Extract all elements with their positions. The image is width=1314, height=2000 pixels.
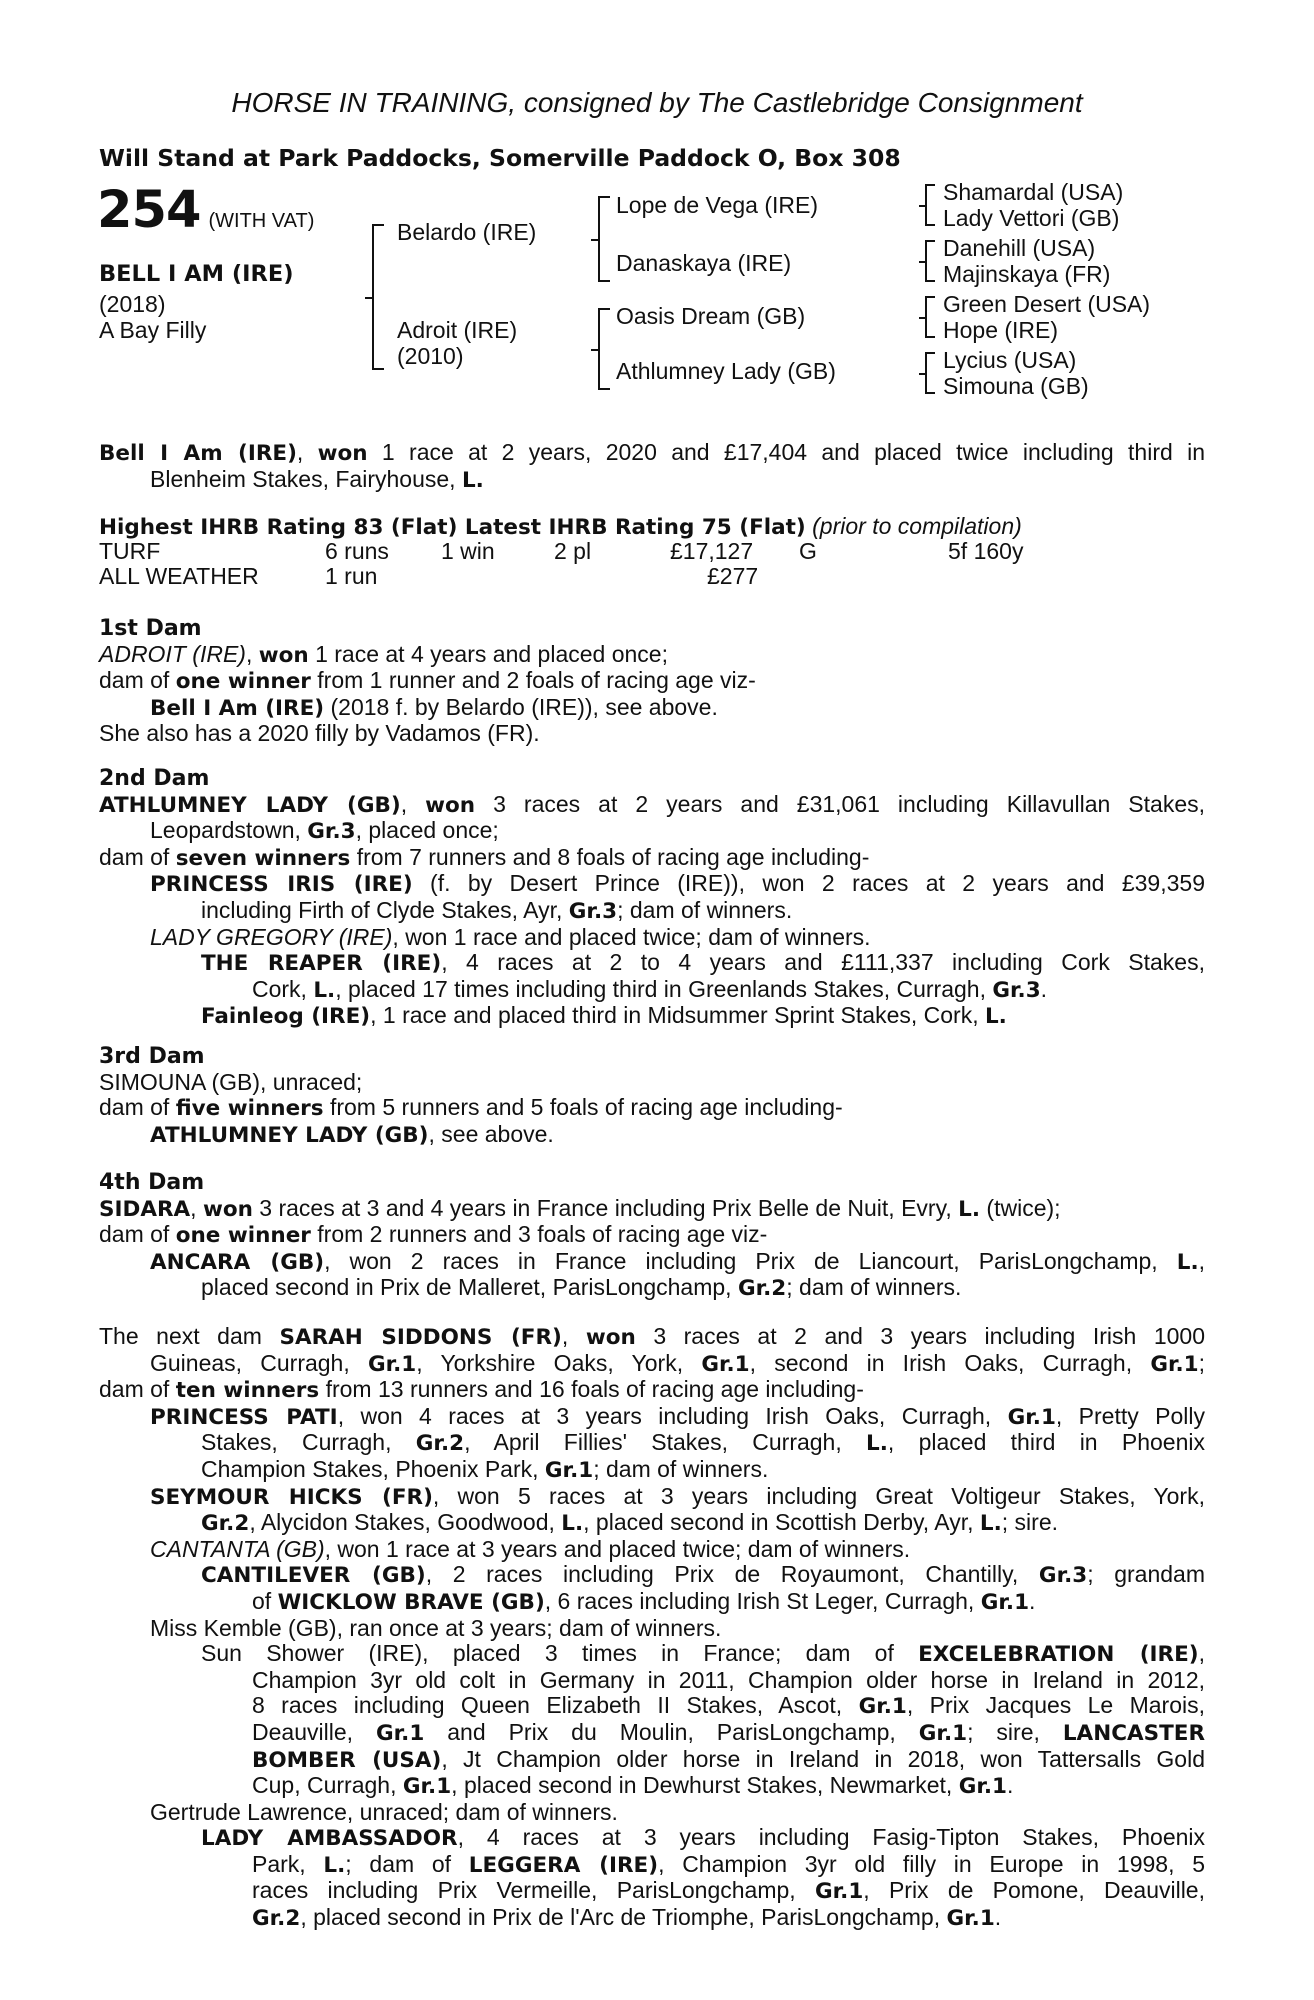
text: from 5 runners and 5 foals of racing age including- bbox=[323, 1094, 843, 1121]
text: L. bbox=[561, 1511, 584, 1537]
text: (f. by Desert Prince (IRE)), won 2 races at 2 years and £39,359 bbox=[412, 870, 1205, 897]
text: ATHLUMNEY LADY (GB) bbox=[99, 792, 401, 818]
text: CANTILEVER (GB) bbox=[201, 1563, 426, 1589]
text: TURF bbox=[99, 538, 161, 564]
text: Gr.3 bbox=[568, 898, 618, 924]
text: 3 races at 2 and 3 years including Irish 1000 bbox=[635, 1323, 1205, 1349]
text: ; dam of bbox=[345, 1850, 469, 1877]
lot-info bbox=[97, 181, 315, 240]
ratings-heading bbox=[99, 514, 1205, 541]
text: , bbox=[190, 1194, 203, 1221]
text: ATHLUMNEY LADY (GB) bbox=[150, 1122, 429, 1148]
text: LEGGERA (IRE) bbox=[468, 1852, 659, 1878]
text: £277 bbox=[707, 563, 759, 589]
text: Champion Stakes, Phoenix Park, bbox=[201, 1455, 545, 1482]
text: Gr.2 bbox=[737, 1276, 787, 1302]
text: , 4 races at 3 years including Fasig-Tipton Stakes, Phoenix bbox=[457, 1824, 1206, 1851]
text: L. bbox=[323, 1852, 346, 1878]
pedigree-brace-g3-4 bbox=[925, 352, 935, 394]
text: , won 1 race and placed twice; dam of winners. bbox=[392, 923, 871, 950]
text: BOMBER (USA) bbox=[252, 1747, 442, 1773]
text: Gr.1 bbox=[544, 1457, 594, 1483]
text: LADY GREGORY (IRE) bbox=[150, 923, 393, 950]
text: Sun Shower (IRE), placed 3 times in France; dam of bbox=[201, 1640, 919, 1667]
text: G bbox=[799, 538, 817, 564]
text: , Pretty Polly bbox=[1055, 1402, 1205, 1429]
text: Gr.1 bbox=[958, 1774, 1007, 1800]
pedigree-dam-year: (2010) bbox=[397, 343, 464, 369]
text: , placed second in Scottish Derby, Ayr, bbox=[583, 1509, 980, 1536]
text: 5f 160y bbox=[948, 538, 1024, 564]
pedigree-g3-lady-vettori: Lady Vettori (GB) bbox=[943, 205, 1120, 231]
text: ; dam of winners. bbox=[786, 1274, 962, 1301]
text: Gr.1 bbox=[980, 1589, 1030, 1615]
text: 2 pl bbox=[554, 538, 592, 564]
text: LADY AMBASSADOR bbox=[201, 1826, 458, 1852]
text: dam of bbox=[99, 1094, 176, 1121]
section-heading: 1st Dam bbox=[99, 616, 202, 641]
text: (twice); bbox=[980, 1194, 1061, 1221]
text: . bbox=[1007, 1772, 1014, 1799]
pedigree-brace-sire bbox=[598, 196, 610, 282]
text: Gr.2 bbox=[201, 1511, 250, 1537]
pedigree-g3-hope: Hope (IRE) bbox=[943, 317, 1059, 343]
text: Guineas, Curragh, bbox=[150, 1349, 368, 1376]
text: , placed once; bbox=[355, 817, 499, 844]
pedigree-g3-danehill: Danehill (USA) bbox=[943, 235, 1096, 261]
text: ; sire, bbox=[967, 1718, 1063, 1745]
text: £17,127 bbox=[670, 538, 754, 564]
text: . bbox=[994, 1904, 1002, 1931]
text: Gr.2 bbox=[252, 1906, 301, 1932]
text: Gr.3 bbox=[1038, 1563, 1088, 1589]
text: Bell I Am (IRE) bbox=[150, 695, 325, 721]
text: Gr.1 bbox=[814, 1879, 864, 1905]
text: Gertrude Lawrence, unraced; dam of winners. bbox=[150, 1798, 618, 1825]
horse-name-ref: Bell I Am (IRE) bbox=[99, 441, 297, 466]
text: EXCELEBRATION (IRE) bbox=[918, 1642, 1199, 1668]
pedigree-dam: Adroit (IRE) bbox=[397, 317, 518, 343]
fourth-dam-section bbox=[99, 1170, 1205, 1302]
text: Gr.3 bbox=[307, 819, 356, 845]
text: from 13 runners and 16 foals of racing age including- bbox=[319, 1376, 864, 1403]
text: Gr.1 bbox=[701, 1351, 750, 1377]
pedigree-sire-dam: Danaskaya (IRE) bbox=[616, 250, 792, 276]
text: , won 5 races at 3 years including Great Voltigeur Stakes, York, bbox=[432, 1482, 1205, 1509]
text: ANCARA (GB) bbox=[150, 1249, 325, 1275]
text: , bbox=[1198, 1640, 1205, 1667]
text: , Prix de Pomone, Deauville, bbox=[863, 1877, 1205, 1904]
text: ; grandam bbox=[1087, 1561, 1206, 1588]
text: from 2 runners and 3 foals of racing age viz- bbox=[310, 1221, 768, 1248]
text: , 6 races including Irish St Leger, Curragh, bbox=[544, 1587, 981, 1614]
text: , won 4 races at 3 years including Irish Oaks, Curragh, bbox=[337, 1402, 1008, 1429]
text: SIMOUNA (GB), unraced; bbox=[99, 1068, 363, 1095]
text: PRINCESS PATI bbox=[150, 1404, 338, 1430]
first-dam-section bbox=[99, 616, 1205, 747]
text: ALL WEATHER bbox=[99, 563, 259, 589]
pedigree-g3-lycius: Lycius (USA) bbox=[943, 347, 1077, 373]
text: 1 race at 4 years and placed once; bbox=[308, 640, 668, 667]
text: , 4 races at 2 to 4 years and £111,337 including Cork Stakes, bbox=[441, 949, 1205, 976]
text: , bbox=[245, 640, 259, 667]
text: L. bbox=[984, 1004, 1007, 1030]
pedigree-g3-simouna: Simouna (GB) bbox=[943, 373, 1089, 399]
text: won bbox=[425, 792, 476, 818]
text: 1 run bbox=[325, 563, 378, 589]
text: dam of bbox=[99, 843, 176, 870]
text: ; dam of winners. bbox=[617, 896, 793, 923]
horse-summary bbox=[99, 440, 1205, 493]
text: (2018 f. by Belardo (IRE)), see above. bbox=[324, 693, 718, 720]
section-heading: 3rd Dam bbox=[99, 1044, 205, 1069]
next-dam-section bbox=[99, 1324, 1205, 1932]
text: CANTANTA (GB) bbox=[150, 1535, 325, 1562]
text: Deauville, bbox=[252, 1718, 376, 1745]
text: races including Prix Vermeille, ParisLongchamp, bbox=[252, 1877, 815, 1904]
text: L. bbox=[1176, 1249, 1199, 1275]
text: , bbox=[400, 790, 426, 817]
pedigree-dam-dam: Athlumney Lady (GB) bbox=[616, 358, 836, 384]
text: seven winners bbox=[175, 845, 351, 871]
text: dam of bbox=[99, 1376, 176, 1403]
pedigree-brace-g3-3 bbox=[925, 296, 935, 338]
pedigree-g3-shamardal: Shamardal (USA) bbox=[943, 179, 1124, 205]
text: ; dam of winners. bbox=[593, 1455, 769, 1482]
text: She also has a 2020 filly by Vadamos (FR). bbox=[99, 720, 540, 747]
text: Gr.1 bbox=[1007, 1404, 1056, 1430]
text: , bbox=[1198, 1247, 1206, 1274]
text: , Jt Champion older horse in Ireland in 2018, won Tattersalls Gold bbox=[441, 1745, 1205, 1772]
text: L. bbox=[313, 977, 336, 1003]
text: Leopardstown, bbox=[150, 817, 308, 844]
text: , 1 race and placed third in Midsummer Sprint Stakes, Cork, bbox=[370, 1002, 985, 1029]
text: won bbox=[585, 1325, 636, 1350]
text: , placed 17 times including third in Greenlands Stakes, Curragh, bbox=[335, 975, 993, 1002]
horse-description: A Bay Filly bbox=[99, 317, 207, 343]
text: 1 race at 2 years, 2020 and £17,404 and placed twice including third in bbox=[367, 439, 1205, 465]
text: LANCASTER bbox=[1062, 1720, 1206, 1746]
text: , Champion 3yr old filly in Europe in 1998, 5 bbox=[658, 1850, 1206, 1877]
text: SIDARA bbox=[99, 1196, 191, 1222]
text: 3 races at 2 years and £31,061 including Killavullan Stakes, bbox=[475, 790, 1205, 817]
second-dam-section bbox=[99, 766, 1205, 1030]
text: Cork, bbox=[252, 975, 314, 1002]
text: won bbox=[317, 441, 368, 466]
text: ; sire. bbox=[1001, 1509, 1059, 1536]
text: L. bbox=[958, 1196, 981, 1222]
pedigree-brace-g3-2 bbox=[925, 240, 935, 282]
pedigree-brace-main bbox=[372, 224, 384, 370]
horse-name: BELL I AM (IRE) bbox=[99, 261, 294, 287]
text: THE REAPER (IRE) bbox=[201, 951, 442, 977]
text: , April Fillies' Stakes, Curragh, bbox=[464, 1429, 867, 1456]
vat-label: (WITH VAT) bbox=[208, 210, 315, 232]
pedigree-brace-g3-1 bbox=[925, 184, 935, 226]
text: (prior to compilation) bbox=[805, 513, 1022, 539]
text: , placed second in Prix de l'Arc de Triomphe, ParisLongchamp, bbox=[300, 1904, 947, 1931]
text: . bbox=[1040, 975, 1048, 1002]
pedigree-g3-green-desert: Green Desert (USA) bbox=[943, 291, 1151, 317]
text: , Alycidon Stakes, Goodwood, bbox=[249, 1509, 562, 1536]
text: 1 win bbox=[441, 538, 495, 564]
text: Gr.1 bbox=[1150, 1351, 1199, 1377]
text: , Yorkshire Oaks, York, bbox=[416, 1349, 702, 1376]
text: dam of bbox=[99, 1221, 176, 1248]
text: Gr.3 bbox=[992, 977, 1041, 1003]
text: L. bbox=[866, 1431, 888, 1457]
text: from 1 runner and 2 foals of racing age viz- bbox=[310, 667, 756, 694]
third-dam-section bbox=[99, 1044, 1205, 1148]
text: WICKLOW BRAVE (GB) bbox=[277, 1589, 545, 1615]
text: ADROIT (IRE) bbox=[99, 640, 246, 667]
text: of bbox=[252, 1587, 278, 1614]
text: Cup, Curragh, bbox=[252, 1772, 403, 1799]
text: , placed third in Phoenix bbox=[887, 1429, 1206, 1456]
text: Gr.1 bbox=[946, 1906, 995, 1932]
text: PRINCESS IRIS (IRE) bbox=[150, 872, 413, 898]
pedigree-sire-sire: Lope de Vega (IRE) bbox=[616, 192, 819, 218]
text: from 7 runners and 8 foals of racing age including- bbox=[350, 843, 870, 870]
text: , bbox=[296, 439, 318, 465]
text: SEYMOUR HICKS (FR) bbox=[150, 1484, 433, 1510]
text: Gr.1 bbox=[918, 1720, 968, 1746]
text: , won 1 race at 3 years and placed twice; dam of winners. bbox=[324, 1535, 911, 1562]
text: Park, bbox=[252, 1850, 324, 1877]
text: ten winners bbox=[175, 1378, 320, 1404]
text: Champion 3yr old colt in Germany in 2011, Champion older horse in Ireland in 2012, bbox=[252, 1666, 1205, 1693]
text: SARAH SIDDONS (FR) bbox=[279, 1325, 562, 1350]
text: . bbox=[1029, 1587, 1036, 1614]
horse-year: (2018) bbox=[99, 291, 166, 317]
text: Highest IHRB Rating 83 (Flat) Latest IHRB Rating 75 (Flat) bbox=[99, 515, 806, 540]
text: placed second in Prix de Malleret, ParisLongchamp, bbox=[201, 1274, 738, 1301]
text: won bbox=[258, 642, 309, 668]
text: Stakes, Curragh, bbox=[201, 1429, 416, 1456]
text: , see above. bbox=[428, 1120, 554, 1147]
text: and Prix du Moulin, ParisLongchamp, bbox=[424, 1718, 919, 1745]
text: won bbox=[202, 1196, 253, 1222]
text: The next dam bbox=[99, 1323, 280, 1349]
text: Gr.2 bbox=[415, 1431, 465, 1457]
text: Blenheim Stakes, Fairyhouse, bbox=[150, 465, 462, 492]
text: Miss Kemble (GB), ran once at 3 years; dam of winners. bbox=[150, 1614, 722, 1641]
text: Fainleog (IRE) bbox=[201, 1004, 371, 1030]
text: L. bbox=[461, 467, 484, 493]
pedigree-sire: Belardo (IRE) bbox=[397, 219, 537, 245]
stand-location: Will Stand at Park Paddocks, Somerville Paddock O, Box 308 bbox=[99, 144, 901, 172]
section-heading: 2nd Dam bbox=[99, 766, 210, 791]
text: 6 runs bbox=[325, 538, 389, 564]
text: L. bbox=[979, 1511, 1002, 1537]
text: dam of bbox=[99, 667, 176, 694]
pedigree-g3-majinskaya: Majinskaya (FR) bbox=[943, 261, 1111, 287]
page-header: HORSE IN TRAINING, consigned by The Castlebridge Consignment bbox=[231, 87, 1083, 118]
text: , Prix Jacques Le Marois, bbox=[906, 1692, 1205, 1719]
text: , 2 races including Prix de Royaumont, Chantilly, bbox=[425, 1561, 1039, 1588]
text: 8 races including Queen Elizabeth II Stakes, Ascot, bbox=[252, 1692, 859, 1719]
text: Gr.1 bbox=[367, 1351, 417, 1377]
text: 3 races at 3 and 4 years in France including Prix Belle de Nuit, Evry, bbox=[252, 1194, 959, 1221]
lot-number: 254 bbox=[97, 181, 201, 240]
pedigree-dam-sire: Oasis Dream (GB) bbox=[616, 303, 806, 329]
text: Gr.1 bbox=[375, 1720, 425, 1746]
text: Gr.1 bbox=[858, 1694, 907, 1720]
text: one winner bbox=[175, 669, 311, 695]
text: , second in Irish Oaks, Curragh, bbox=[749, 1349, 1151, 1376]
text: ; bbox=[1198, 1349, 1206, 1376]
text: five winners bbox=[175, 1096, 324, 1122]
text: , placed second in Dewhurst Stakes, Newmarket, bbox=[451, 1772, 959, 1799]
text: including Firth of Clyde Stakes, Ayr, bbox=[201, 896, 569, 923]
text: , won 2 races in France including Prix de Liancourt, ParisLongchamp, bbox=[324, 1247, 1177, 1274]
text: one winner bbox=[175, 1223, 311, 1249]
text: , bbox=[561, 1323, 586, 1349]
pedigree-brace-dam bbox=[598, 308, 610, 390]
section-heading: 4th Dam bbox=[99, 1170, 205, 1195]
text: Gr.1 bbox=[402, 1774, 452, 1800]
